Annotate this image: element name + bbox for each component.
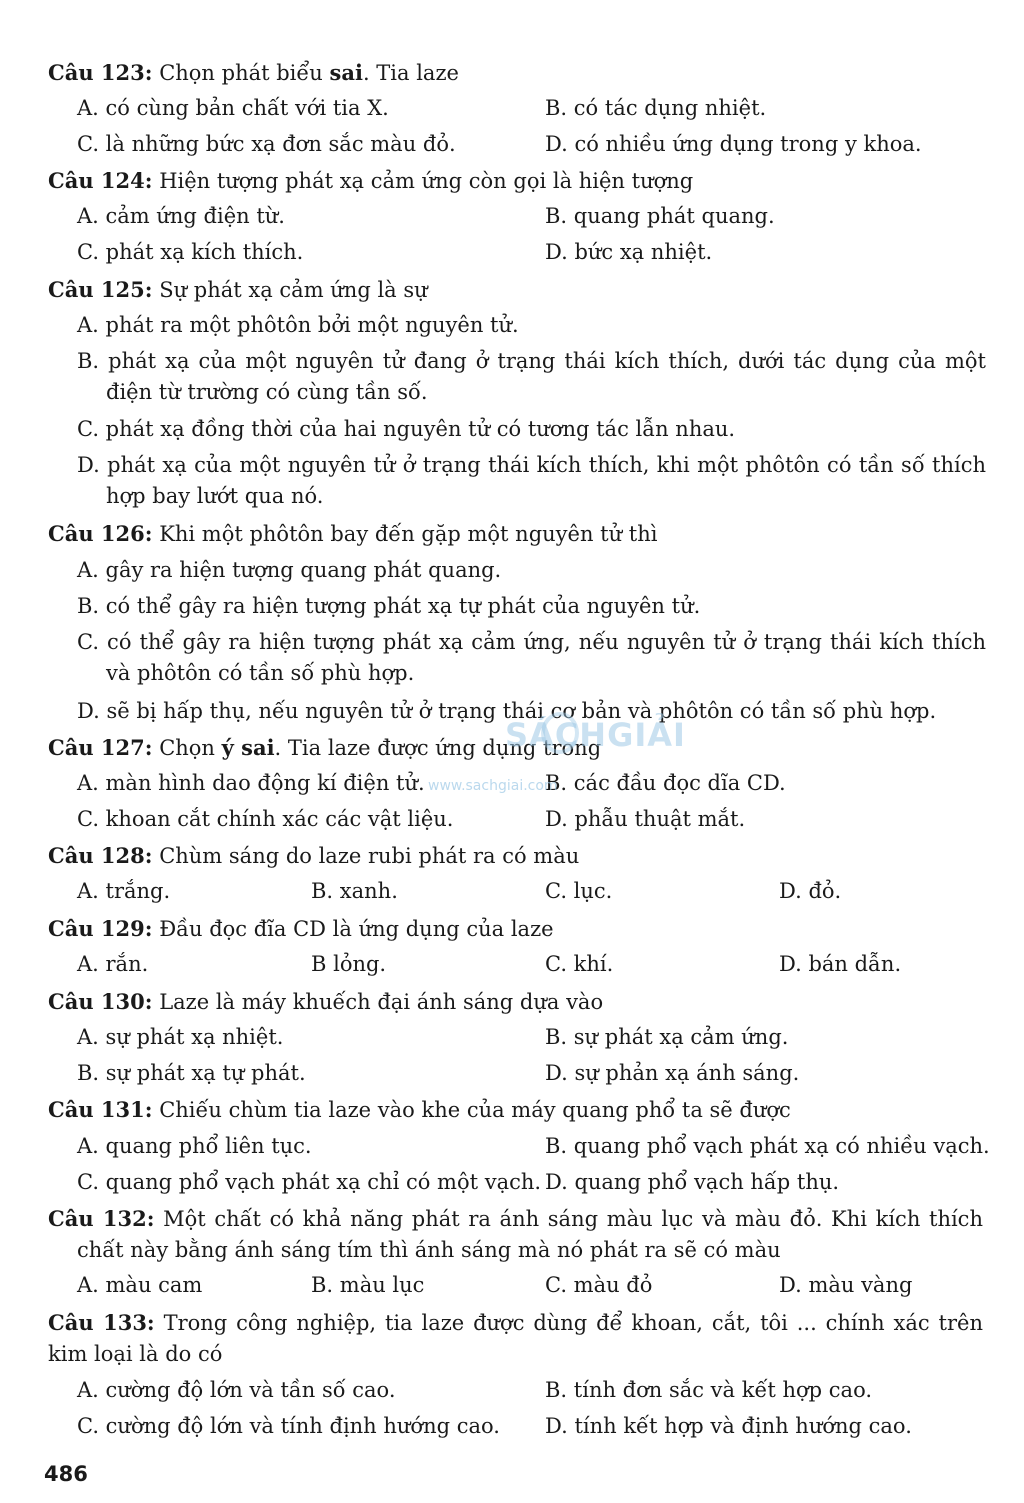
question-text: Chiếu chùm tia laze vào khe của máy quang phổ ta sẽ được: [159, 1098, 791, 1122]
option-a: A. gây ra hiện tượng quang phát quang.: [77, 558, 502, 582]
option-d: D. có nhiều ứng dụng trong y khoa.: [545, 132, 922, 156]
option-d: D. sự phản xạ ánh sáng.: [545, 1061, 800, 1085]
question-text: Khi một phôtôn bay đến gặp một nguyên tử thì: [159, 522, 658, 546]
question-124: [48, 165, 988, 197]
option-d: D. tính kết hợp và định hướng cao.: [545, 1414, 912, 1438]
option-c: C. có thể gây ra hiện tượng phát xạ cảm ứng, nếu nguyên tử ở trạng thái kích thích và phôtôn có tần số phù hợp.: [77, 630, 986, 685]
option-b: B. quang phổ vạch phát xạ có nhiều vạch.: [545, 1134, 990, 1158]
option-b: B. các đầu đọc dĩa CD.: [545, 771, 786, 795]
option-b: B. tính đơn sắc và kết hợp cao.: [545, 1378, 873, 1402]
option-d: D. phẫu thuật mắt.: [545, 807, 746, 831]
option-b: B. phát xạ của một nguyên tử đang ở trạng thái kích thích, dưới tác dụng của một điện từ trường có cùng tần số.: [77, 349, 986, 404]
option-b: B. sự phát xạ cảm ứng.: [545, 1025, 789, 1049]
option-d: D. quang phổ vạch hấp thụ.: [545, 1170, 840, 1194]
watermark-logo: SÁCHGIẢI: [505, 716, 686, 754]
option-a: A. trắng.: [77, 879, 171, 903]
question-text: Đầu đọc đĩa CD là ứng dụng của laze: [159, 917, 554, 941]
option-a: A. màn hình dao động kí điện tử.: [77, 771, 425, 795]
option-c: C. phát xạ đồng thời của hai nguyên tử có tương tác lẫn nhau.: [77, 417, 736, 441]
question-text: Trong công nghiệp, tia laze được dùng để khoan, cắt, tôi ... chính xác trên kim loại là do có: [48, 1311, 983, 1366]
option-c: C. cường độ lớn và tính định hướng cao.: [77, 1414, 500, 1438]
page-number: 486: [44, 1462, 88, 1486]
option-b: B lỏng.: [311, 952, 387, 976]
option-c: C. là những bức xạ đơn sắc màu đỏ.: [77, 132, 456, 156]
watermark-url: www.sachgiai.com: [428, 778, 558, 794]
option-c: C. khoan cắt chính xác các vật liệu.: [77, 807, 454, 831]
question-126: [48, 518, 988, 550]
option-c: C. quang phổ vạch phát xạ chỉ có một vạch.: [77, 1170, 542, 1194]
question-132: [48, 1203, 983, 1266]
question-text: Một chất có khả năng phát ra ánh sáng màu lục và màu đỏ. Khi kích thích chất này bằng ánh sáng tím thì ánh sáng mà nó phát ra sẽ có màu: [77, 1207, 983, 1262]
question-text: Chùm sáng do laze rubi phát ra có màu: [159, 844, 580, 868]
option-a: A. cảm ứng điện từ.: [77, 204, 285, 228]
question-emphasis: sai: [329, 60, 363, 85]
option-d: D. bức xạ nhiệt.: [545, 240, 713, 264]
question-number: Câu 127:: [48, 735, 153, 760]
question-number: Câu 126:: [48, 521, 153, 546]
option-b: B. có tác dụng nhiệt.: [545, 96, 767, 120]
option-c: C. phát xạ kích thích.: [77, 240, 304, 264]
question-number: Câu 132:: [48, 1206, 155, 1231]
option-a: A. có cùng bản chất với tia X.: [77, 96, 389, 120]
question-text: . Tia laze được ứng dụng trong: [274, 736, 602, 760]
question-emphasis: ý sai: [221, 735, 275, 760]
option-b: B. màu lục: [311, 1273, 425, 1297]
option-a: A. quang phổ liên tục.: [77, 1134, 312, 1158]
question-128: [48, 840, 988, 872]
question-text: Hiện tượng phát xạ cảm ứng còn gọi là hiện tượng: [159, 169, 694, 193]
option-a: A. màu cam: [77, 1273, 203, 1297]
option-d: D. màu vàng: [779, 1273, 913, 1297]
question-number: Câu 125:: [48, 277, 153, 302]
option-a: A. phát ra một phôtôn bởi một nguyên tử.: [77, 313, 519, 337]
question-number: Câu 129:: [48, 916, 153, 941]
question-text: Chọn phát biểu: [159, 61, 330, 85]
option-d: D. đỏ.: [779, 879, 842, 903]
option-a: A. cường độ lớn và tần số cao.: [77, 1378, 396, 1402]
option-b: B. xanh.: [311, 879, 398, 903]
option-b: B. quang phát quang.: [545, 204, 775, 228]
question-number: Câu 124:: [48, 168, 153, 193]
question-text: Laze là máy khuếch đại ánh sáng dựa vào: [159, 990, 604, 1014]
option-a: A. rắn.: [77, 952, 149, 976]
question-123: [48, 57, 988, 89]
question-133: [48, 1307, 983, 1370]
question-131: [48, 1094, 988, 1126]
option-c: C. lục.: [545, 879, 613, 903]
option-a: A. sự phát xạ nhiệt.: [77, 1025, 284, 1049]
option-d: D. bán dẫn.: [779, 952, 902, 976]
question-text: . Tia laze: [362, 61, 459, 85]
question-text: Sự phát xạ cảm ứng là sự: [159, 278, 428, 302]
question-number: Câu 131:: [48, 1097, 153, 1122]
option-c: B. sự phát xạ tự phát.: [77, 1061, 306, 1085]
question-130: [48, 986, 988, 1018]
question-number: Câu 133:: [48, 1310, 155, 1335]
option-b: B. có thể gây ra hiện tượng phát xạ tự phát của nguyên tử.: [77, 594, 701, 618]
question-text: Chọn: [159, 736, 222, 760]
question-number: Câu 123:: [48, 60, 153, 85]
question-number: Câu 128:: [48, 843, 153, 868]
question-129: [48, 913, 988, 945]
option-c: C. màu đỏ: [545, 1273, 653, 1297]
question-number: Câu 130:: [48, 989, 153, 1014]
option-d: D. phát xạ của một nguyên tử ở trạng thái kích thích, khi một phôtôn có tần số thích hợp bay lướt qua nó.: [77, 453, 986, 508]
question-125: [48, 274, 988, 306]
option-d: D. sẽ bị hấp thụ, nếu nguyên tử ở trạng thái cơ bản và phôtôn có tần số phù hợp.: [77, 699, 937, 723]
option-c: C. khí.: [545, 952, 614, 976]
